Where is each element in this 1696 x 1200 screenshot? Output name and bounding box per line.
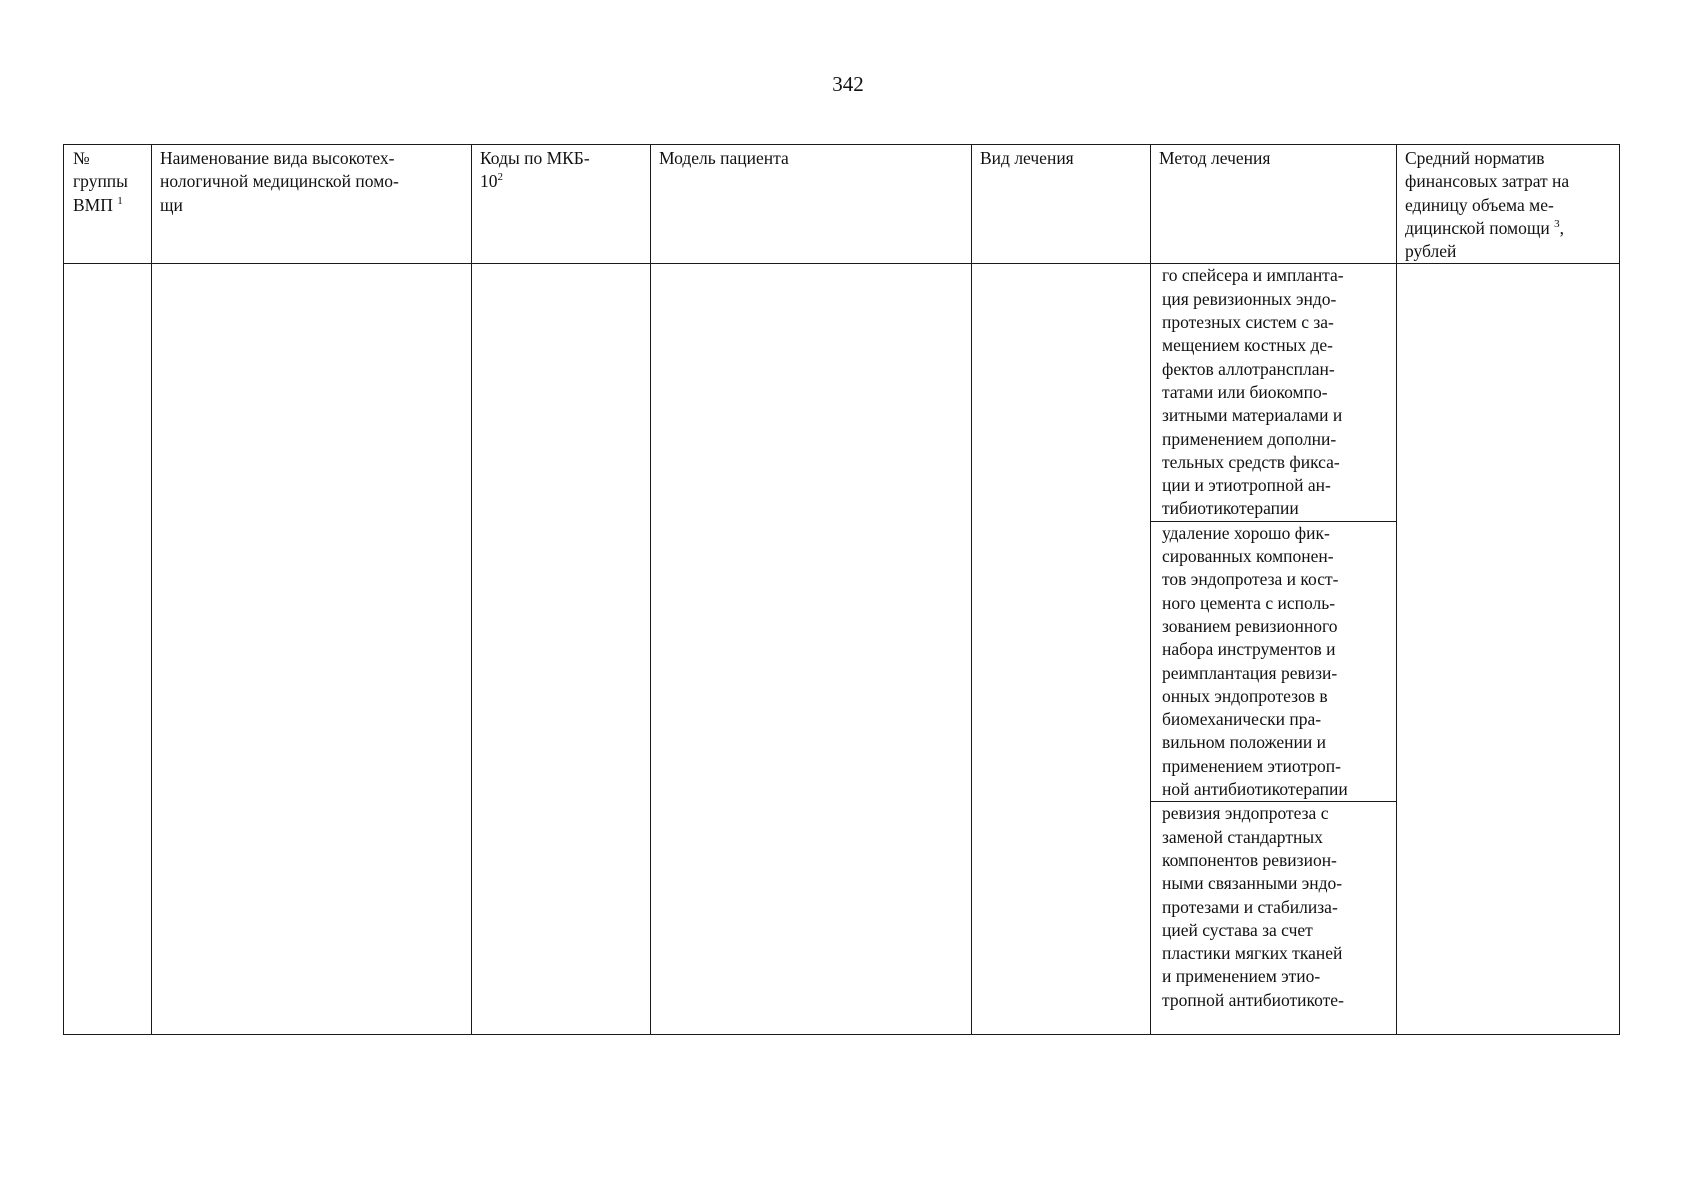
header-group-number: № группы ВМП $^1$ [64,145,152,264]
cell-care-type-name [152,264,472,1035]
header-icd-codes: Коды по МКБ- $10^2$ [472,145,651,264]
table-row [64,264,1620,521]
vmp-table [63,144,1620,1035]
page-number: 342 [832,72,864,96]
cell-treatment-method-2: удаление хорошо фик- сированных компонен- тов эндопротеза и кост- ного цемента с исполь- зованием ревизионного набора инструментов и реимплантация ревизи- онных эндопротезов в биомеханически пра- вильном положении и применением этиотроп- ной антибиотикотерапии [1151,521,1397,802]
cell-group-number [64,264,152,1035]
cell-treatment-method-3: ревизия эндопротеза с заменой стандартных компонентов ревизион- ными связанными эндо- протезами и стабилиза- цией сустава за счет пластики мягких тканей и применением этио- тропной антибиотикоте- [1151,802,1397,1035]
cell-icd-codes [472,264,651,1035]
header-treatment-method: Метод лечения [1151,145,1397,264]
header-patient-model: Модель пациента [651,145,972,264]
cell-treatment-method-1: го спейсера и импланта- ция ревизионных эндо- протезных систем с за- мещением костных де- фектов аллотрансплан- татами или биокомпо- зитными материалами и применением дополни- тельных средств фикса- ции и этиотропной ан- тибиотикотерапии [1151,264,1397,521]
cell-patient-model [651,264,972,1035]
header-treatment-type: Вид лечения [972,145,1151,264]
header-care-type-name: Наименование вида высокотех- нологичной медицинской помо- щи [152,145,472,264]
header-average-cost: Средний норматив финансовых затрат на единицу объема ме- дицинской помощи $^3$, рублей [1397,145,1620,264]
table-header-row [64,145,1620,264]
cell-treatment-type [972,264,1151,1035]
cell-average-cost [1397,264,1620,1035]
